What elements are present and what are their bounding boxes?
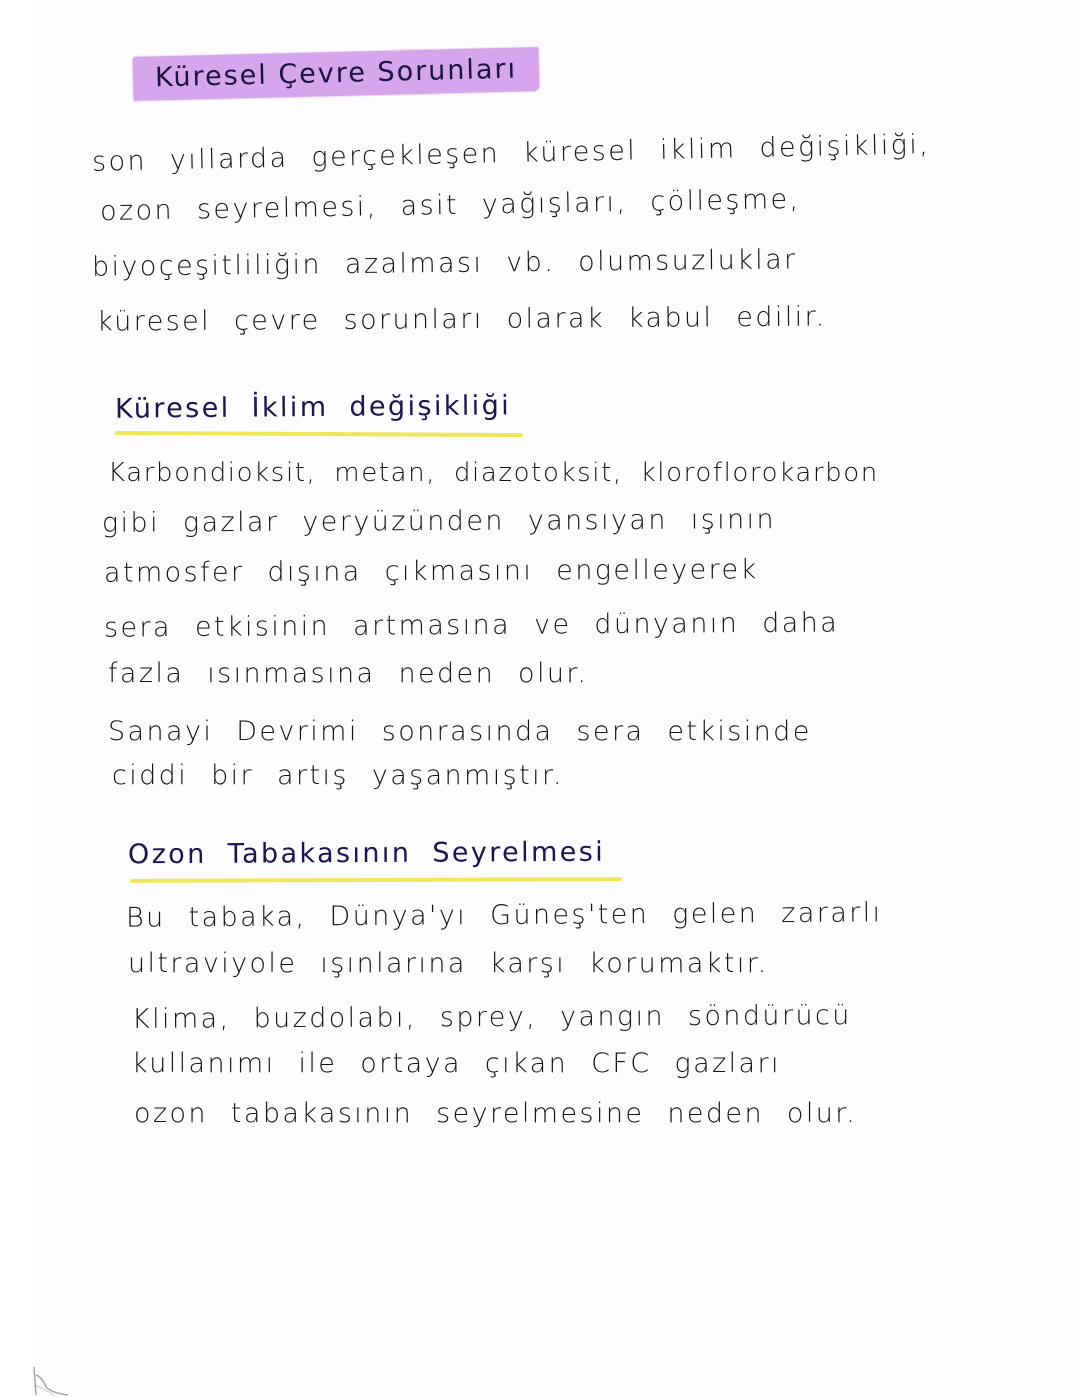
section-line: Sanayi Devrimi sonrasında sera etkisinde [108, 716, 812, 747]
section-heading-ozone-depletion: Ozon Tabakasının Seyrelmesi [127, 836, 606, 871]
intro-line: küresel çevre sorunları olarak kabul edilir. [96, 301, 827, 338]
section-line: ultraviyole ışınlarına karşı korumaktır. [128, 948, 769, 979]
page-title: Küresel Çevre Sorunları [154, 53, 518, 94]
section-line: ozon tabakasının seyrelmesine neden olur. [134, 1098, 858, 1129]
intro-line: biyoçeşitliliğin azalması vb. olumsuzluklar [91, 244, 798, 283]
section-line: Karbondioksit, metan, diazotoksit, kloroflorokarbon [108, 458, 879, 488]
section-line: fazla ısınmasına neden olur. [108, 658, 589, 689]
section-line: sera etkisinin artmasına ve dünyanın daha [103, 607, 840, 644]
intro-line: son yıllarda gerçekleşen küresel iklim değişikliği, [91, 129, 931, 178]
section-line: atmosfer dışına çıkmasını engelleyerek [103, 554, 759, 589]
section-heading-climate-change: Küresel İklim değişikliği [114, 390, 512, 425]
section-line: gibi gazlar yeryüzünden yansıyan ışının [101, 504, 777, 539]
section-line: ciddi bir artış yaşanmıştır. [112, 760, 565, 791]
intro-line: ozon seyrelmesi, asit yağışları, çölleşme, [99, 183, 801, 228]
scan-artifact-icon [32, 1365, 72, 1397]
section-line: Bu tabaka, Dünya'yı Güneş'ten gelen zararlı [125, 897, 883, 934]
page-margin [0, 0, 32, 1397]
section-line: kullanımı ile ortaya çıkan CFC gazları [132, 1048, 781, 1079]
section-line: Klima, buzdolabı, sprey, yangın söndürücü [131, 1000, 852, 1035]
